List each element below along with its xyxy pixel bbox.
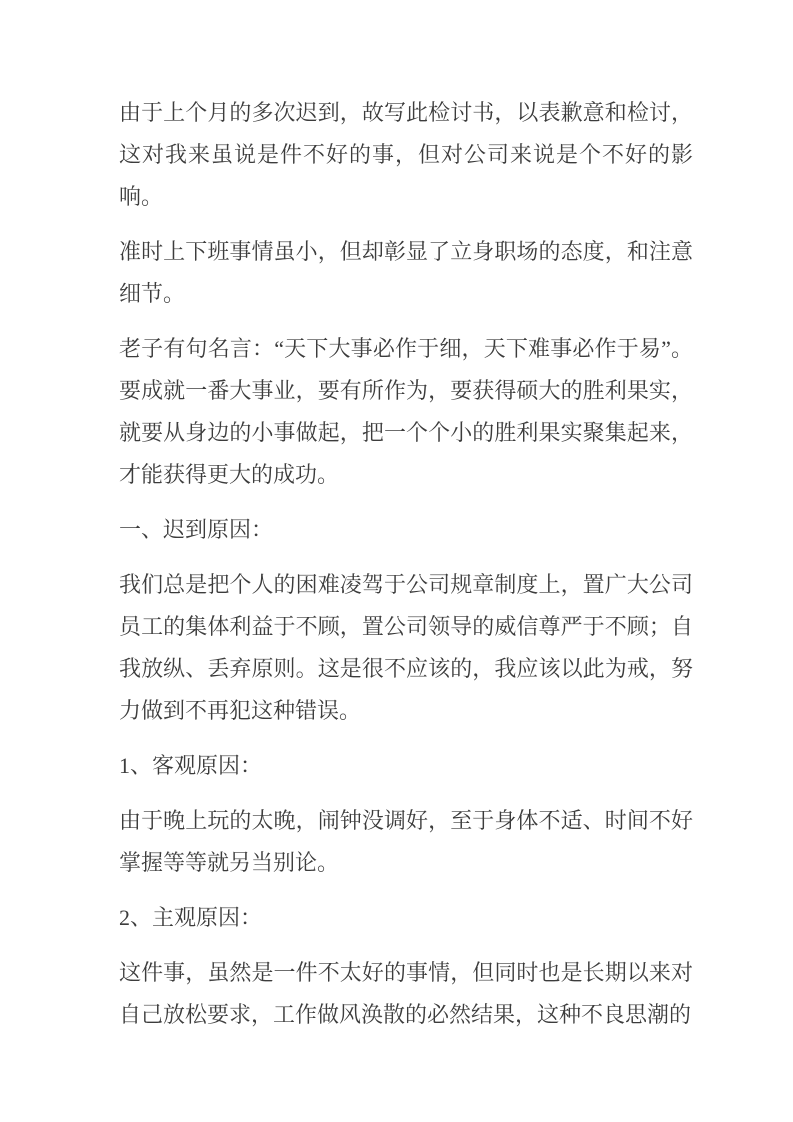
- paragraph-objective-reason: 由于晚上玩的太晚，闹钟没调好，至于身体不适、时间不好掌握等等就另当别论。: [119, 808, 693, 875]
- paragraph-self-criticism: 我们总是把个人的困难凌驾于公司规章制度上，置广大公司员工的集体利益于不顾，置公司领导的威信尊严于不顾；自我放纵、丢弃原则。这是很不应该的，我应该以此为戒，努力做到不再犯这种错误。: [119, 572, 693, 723]
- paragraph-intro: 由于上个月的多次迟到，故写此检讨书，以表歉意和检讨，这对我来虽说是件不好的事，但对公司来说是个不好的影响。: [119, 100, 693, 209]
- paragraph-laozi-quote: 老子有句名言：“天下大事必作于细，天下难事必作于易”。要成就一番大事业，要有所作为，要获得硕大的胜利果实，就要从身边的小事做起，把一个个小的胜利果实聚集起来，才能获得更大的成功。: [119, 336, 693, 487]
- paragraph-subjective-reason: 这件事，虽然是一件不太好的事情，但同时也是长期以来对自己放松要求，工作做风涣散的必然结果，这种不良思潮的: [119, 960, 693, 1027]
- paragraph-punctuality: 准时上下班事情虽小，但却彰显了立身职场的态度，和注意细节。: [119, 239, 693, 306]
- section-heading-subjective-reason: 2、主观原因：: [119, 905, 263, 930]
- section-heading-late-reasons: 一、迟到原因：: [119, 517, 274, 542]
- section-heading-objective-reason: 1、客观原因：: [119, 753, 263, 778]
